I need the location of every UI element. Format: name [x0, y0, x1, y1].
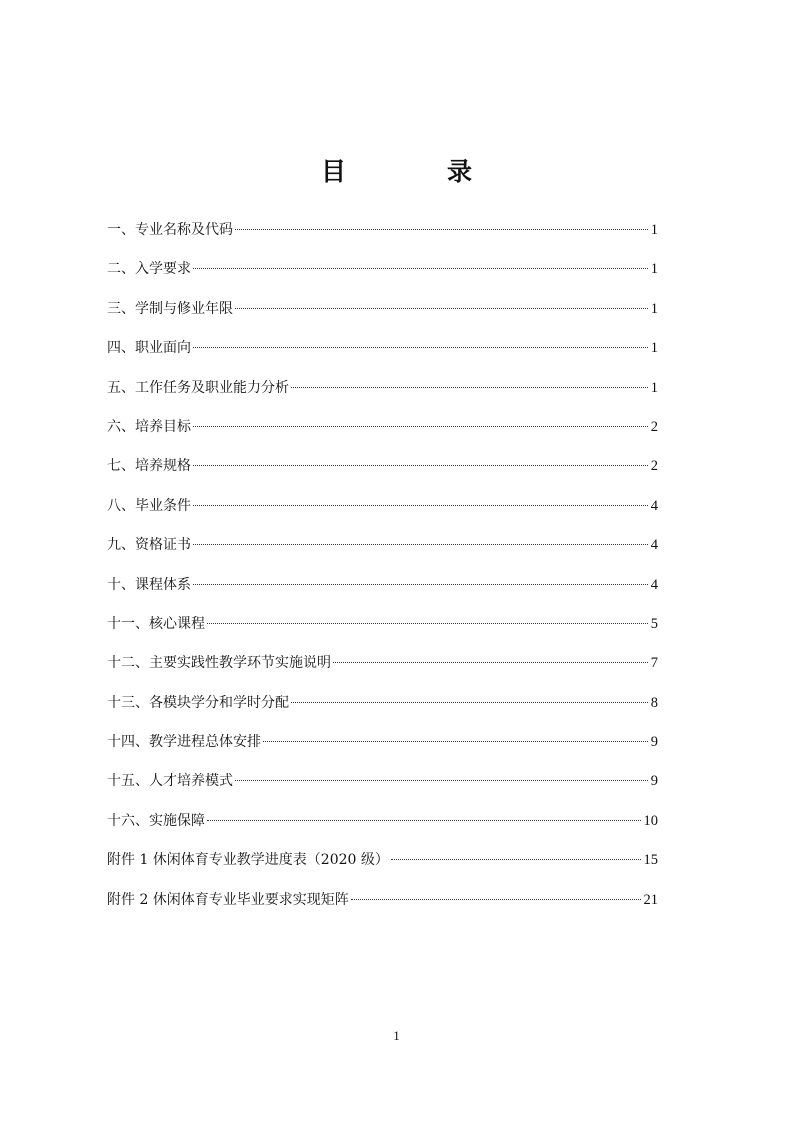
- toc-entry-page: 9: [650, 773, 658, 790]
- toc-entry[interactable]: [107, 250, 658, 289]
- toc-entry[interactable]: [107, 211, 658, 250]
- toc-dot-leader: [263, 741, 648, 742]
- toc-entry-page: 2: [650, 458, 658, 475]
- toc-entry-page: 4: [650, 497, 658, 514]
- toc-dot-leader: [351, 899, 641, 900]
- toc-entry[interactable]: [107, 408, 658, 447]
- toc-entry-label: 十四、教学进程总体安排: [107, 734, 261, 751]
- toc-entry[interactable]: [107, 723, 658, 762]
- toc-dot-leader: [193, 544, 648, 545]
- toc-entry-label: 五、工作任务及职业能力分析: [107, 379, 289, 396]
- toc-entry-page: 2: [650, 418, 658, 435]
- toc-dot-leader: [333, 662, 648, 663]
- toc-entry-page: 1: [650, 340, 658, 357]
- toc-entry-label: 二、入学要求: [107, 261, 191, 278]
- toc-entry-page: 7: [650, 655, 658, 672]
- toc-dot-leader: [193, 268, 648, 269]
- toc-title: 目 录: [320, 157, 510, 186]
- toc-entry-label: 八、毕业条件: [107, 497, 191, 514]
- toc-entry[interactable]: [107, 605, 658, 644]
- toc-entry-label: 附件 2 休闲体育专业毕业要求实现矩阵: [107, 891, 349, 908]
- toc-entry[interactable]: [107, 762, 658, 801]
- toc-entry-page: 8: [650, 694, 658, 711]
- toc-entry-page: 5: [650, 615, 658, 632]
- toc-entry[interactable]: [107, 290, 658, 329]
- toc-entry-page: 9: [650, 734, 658, 751]
- toc-entry-page: 15: [643, 852, 658, 869]
- toc-dot-leader: [207, 820, 641, 821]
- toc-entry-page: 10: [643, 812, 658, 829]
- toc-entry[interactable]: [107, 369, 658, 408]
- toc-dot-leader: [235, 308, 648, 309]
- toc-entry-page: 1: [650, 300, 658, 317]
- toc-entry-page: 1: [650, 222, 658, 238]
- toc-entry[interactable]: [107, 566, 658, 605]
- toc-entry-label: 十五、人才培养模式: [107, 773, 233, 790]
- toc-dot-leader: [193, 426, 648, 427]
- toc-entry-label: 十三、各模块学分和学时分配: [107, 694, 289, 711]
- toc-dot-leader: [235, 780, 648, 781]
- toc-entry[interactable]: [107, 684, 658, 723]
- toc-entry-label: 十二、主要实践性教学环节实施说明: [107, 655, 331, 672]
- toc-entry-page: 4: [650, 576, 658, 593]
- page-number: 1: [393, 1028, 400, 1043]
- toc-entry-label: 十一、核心课程: [107, 615, 205, 632]
- toc-entry-label: 九、资格证书: [107, 537, 191, 554]
- toc-entry[interactable]: [107, 487, 658, 526]
- toc-entry-page: 21: [643, 891, 658, 908]
- toc-entry-page: 1: [650, 261, 658, 278]
- toc-entry-label: 十、课程体系: [107, 576, 191, 593]
- toc-dot-leader: [193, 347, 648, 348]
- toc-entry-label: 六、培养目标: [107, 418, 191, 435]
- toc-list: [107, 211, 658, 920]
- toc-entry[interactable]: [107, 526, 658, 565]
- toc-entry[interactable]: [107, 447, 658, 486]
- toc-dot-leader: [291, 702, 648, 703]
- toc-dot-leader: [193, 465, 648, 466]
- toc-entry-label: 七、培养规格: [107, 458, 191, 475]
- toc-entry-label: 一、专业名称及代码: [107, 222, 233, 238]
- toc-dot-leader: [291, 387, 648, 388]
- toc-entry[interactable]: [107, 802, 658, 841]
- toc-entry-page: 1: [650, 379, 658, 396]
- toc-dot-leader: [391, 859, 641, 860]
- toc-entry-label: 附件 1 休闲体育专业教学进度表（2020 级）: [107, 852, 389, 869]
- toc-entry-label: 十六、实施保障: [107, 812, 205, 829]
- toc-entry-page: 4: [650, 537, 658, 554]
- toc-dot-leader: [193, 505, 648, 506]
- toc-dot-leader: [193, 584, 648, 585]
- toc-entry[interactable]: [107, 881, 658, 920]
- toc-entry-label: 三、学制与修业年限: [107, 300, 233, 317]
- toc-entry-label: 四、职业面向: [107, 340, 191, 357]
- toc-dot-leader: [235, 229, 648, 230]
- toc-dot-leader: [207, 623, 648, 624]
- toc-entry[interactable]: [107, 329, 658, 368]
- toc-entry[interactable]: [107, 841, 658, 880]
- toc-entry[interactable]: [107, 644, 658, 683]
